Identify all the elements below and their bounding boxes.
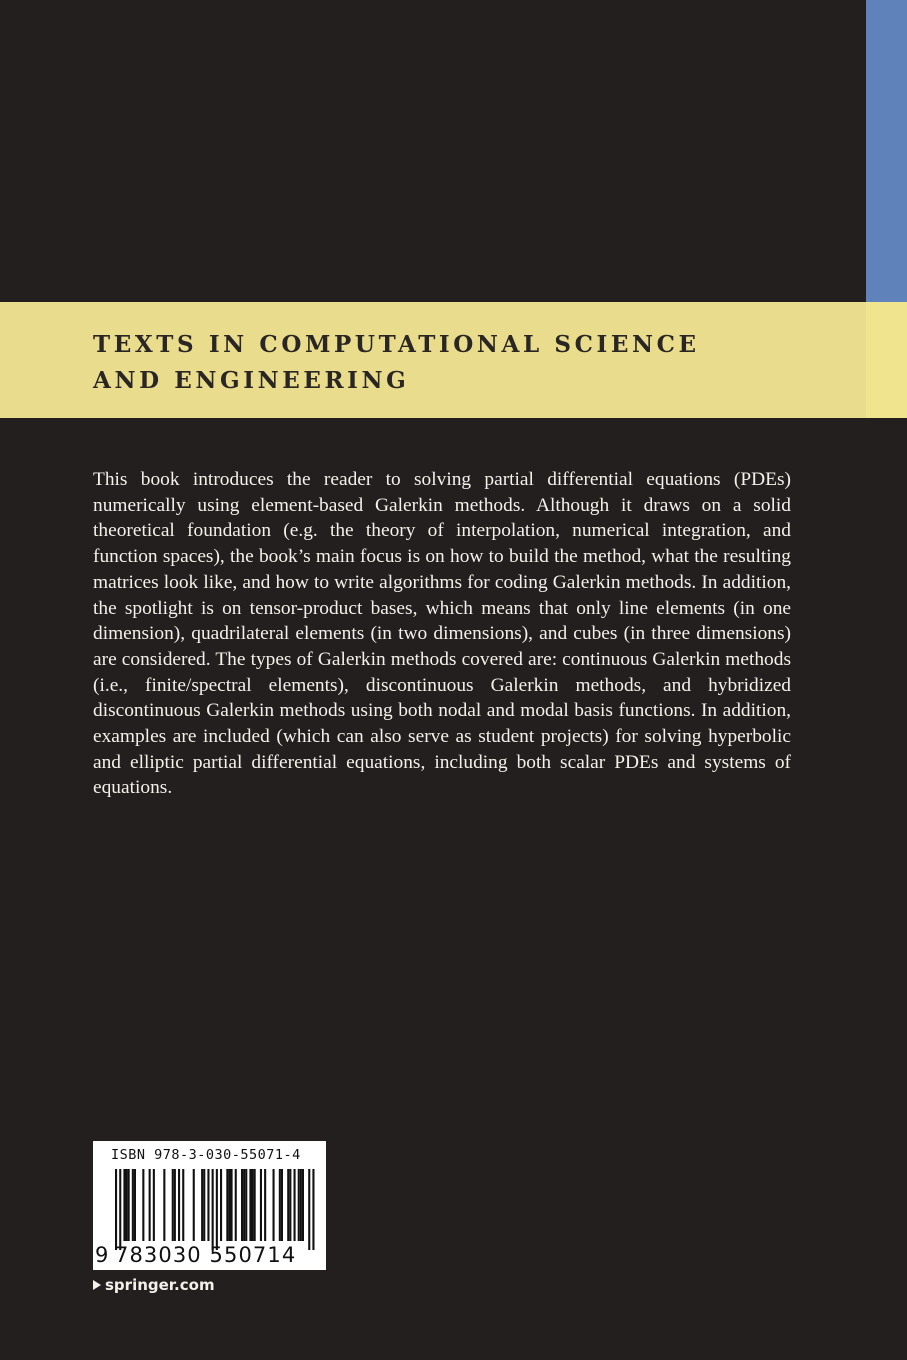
spine-color-strip [866, 0, 907, 302]
barcode-bar [178, 1169, 180, 1241]
barcode-bar [207, 1169, 209, 1241]
ean-digits: 783030 550714 [115, 1243, 297, 1267]
barcode-bar [264, 1169, 266, 1241]
barcode-bar [254, 1169, 256, 1241]
book-description: This book introduces the reader to solving partial differential equations (PDEs) numerically using element-based Galerkin methods. Although it draws on a solid theoretical foundation (e.g. the theory of interpolation, numerical integration, and function spaces), the book’s main focus is on how to build the method, what the resulting matrices look like, and how to write algorithms for coding Galerkin methods. In addition, the spotlight is on tensor-product bases, which means that only line elements (in one dimension), quadrilateral elements (in two dimensions), and cubes (in three dimensions) are considered. The types of Galerkin methods covered are: continuous Galerkin methods (i.e., finite/spectral elements), discontinuous Galerkin methods, and hybridized discontinuous Galerkin methods using both nodal and modal basis functions. In addition, examples are included (which can also serve as student projects) for solving hyperbolic and elliptic partial differential equations, including both scalar PDEs and systems of equations. [93, 469, 791, 799]
barcode-bar [287, 1169, 289, 1241]
barcode-guard-bar [212, 1169, 214, 1250]
barcode-bar [279, 1169, 281, 1241]
series-title [93, 327, 700, 399]
barcode-bar [273, 1169, 275, 1241]
barcode-bar [302, 1169, 304, 1241]
barcode-bar [142, 1169, 144, 1241]
barcode-bar [123, 1169, 125, 1241]
barcode-bar [294, 1169, 296, 1241]
barcode-bar [235, 1169, 237, 1241]
barcode-bar [134, 1169, 136, 1241]
barcode-bar [231, 1169, 233, 1241]
barcode-guard-bar [216, 1169, 218, 1250]
series-title-line1: TEXTS IN COMPUTATIONAL SCIENCE [93, 331, 700, 358]
barcode-bar [298, 1169, 300, 1241]
publisher-link[interactable] [93, 1276, 215, 1294]
barcode-bar [172, 1169, 174, 1241]
barcode-bar [260, 1169, 262, 1241]
barcode-bar [241, 1169, 243, 1241]
barcode-bar [149, 1169, 151, 1241]
isbn-label: ISBN 978-3-030-55071-4 [111, 1147, 301, 1163]
barcode-bar [163, 1169, 165, 1241]
barcode-bar [226, 1169, 228, 1241]
barcode-bar [252, 1169, 254, 1241]
ean-first-digit: 9 [95, 1243, 109, 1267]
barcode [93, 1141, 326, 1270]
barcode-bar [132, 1169, 134, 1241]
barcode-bar [243, 1169, 245, 1241]
barcode-bar [174, 1169, 176, 1241]
arrow-right-icon [93, 1280, 101, 1290]
publisher-link-text: springer.com [105, 1276, 215, 1294]
barcode-guard-bar [119, 1169, 121, 1250]
barcode-bar [281, 1169, 283, 1241]
barcode-bar [201, 1169, 203, 1241]
barcode-bar [289, 1169, 291, 1241]
barcode-bar [128, 1169, 130, 1241]
series-band-edge [866, 302, 907, 418]
barcode-guard-bar [312, 1169, 314, 1250]
series-title-line2: AND ENGINEERING [93, 367, 410, 394]
barcode-guard-bar [115, 1169, 117, 1250]
barcode-guard-bar [308, 1169, 310, 1250]
barcode-bar [249, 1169, 251, 1241]
barcode-bar [300, 1169, 302, 1241]
barcode-bar [228, 1169, 230, 1241]
barcode-bar [182, 1169, 184, 1241]
barcode-bar [193, 1169, 195, 1241]
barcode-bar [220, 1169, 222, 1241]
barcode-bar [153, 1169, 155, 1241]
barcode-bar [245, 1169, 247, 1241]
barcode-bar [126, 1169, 128, 1241]
barcode-bar [203, 1169, 205, 1241]
